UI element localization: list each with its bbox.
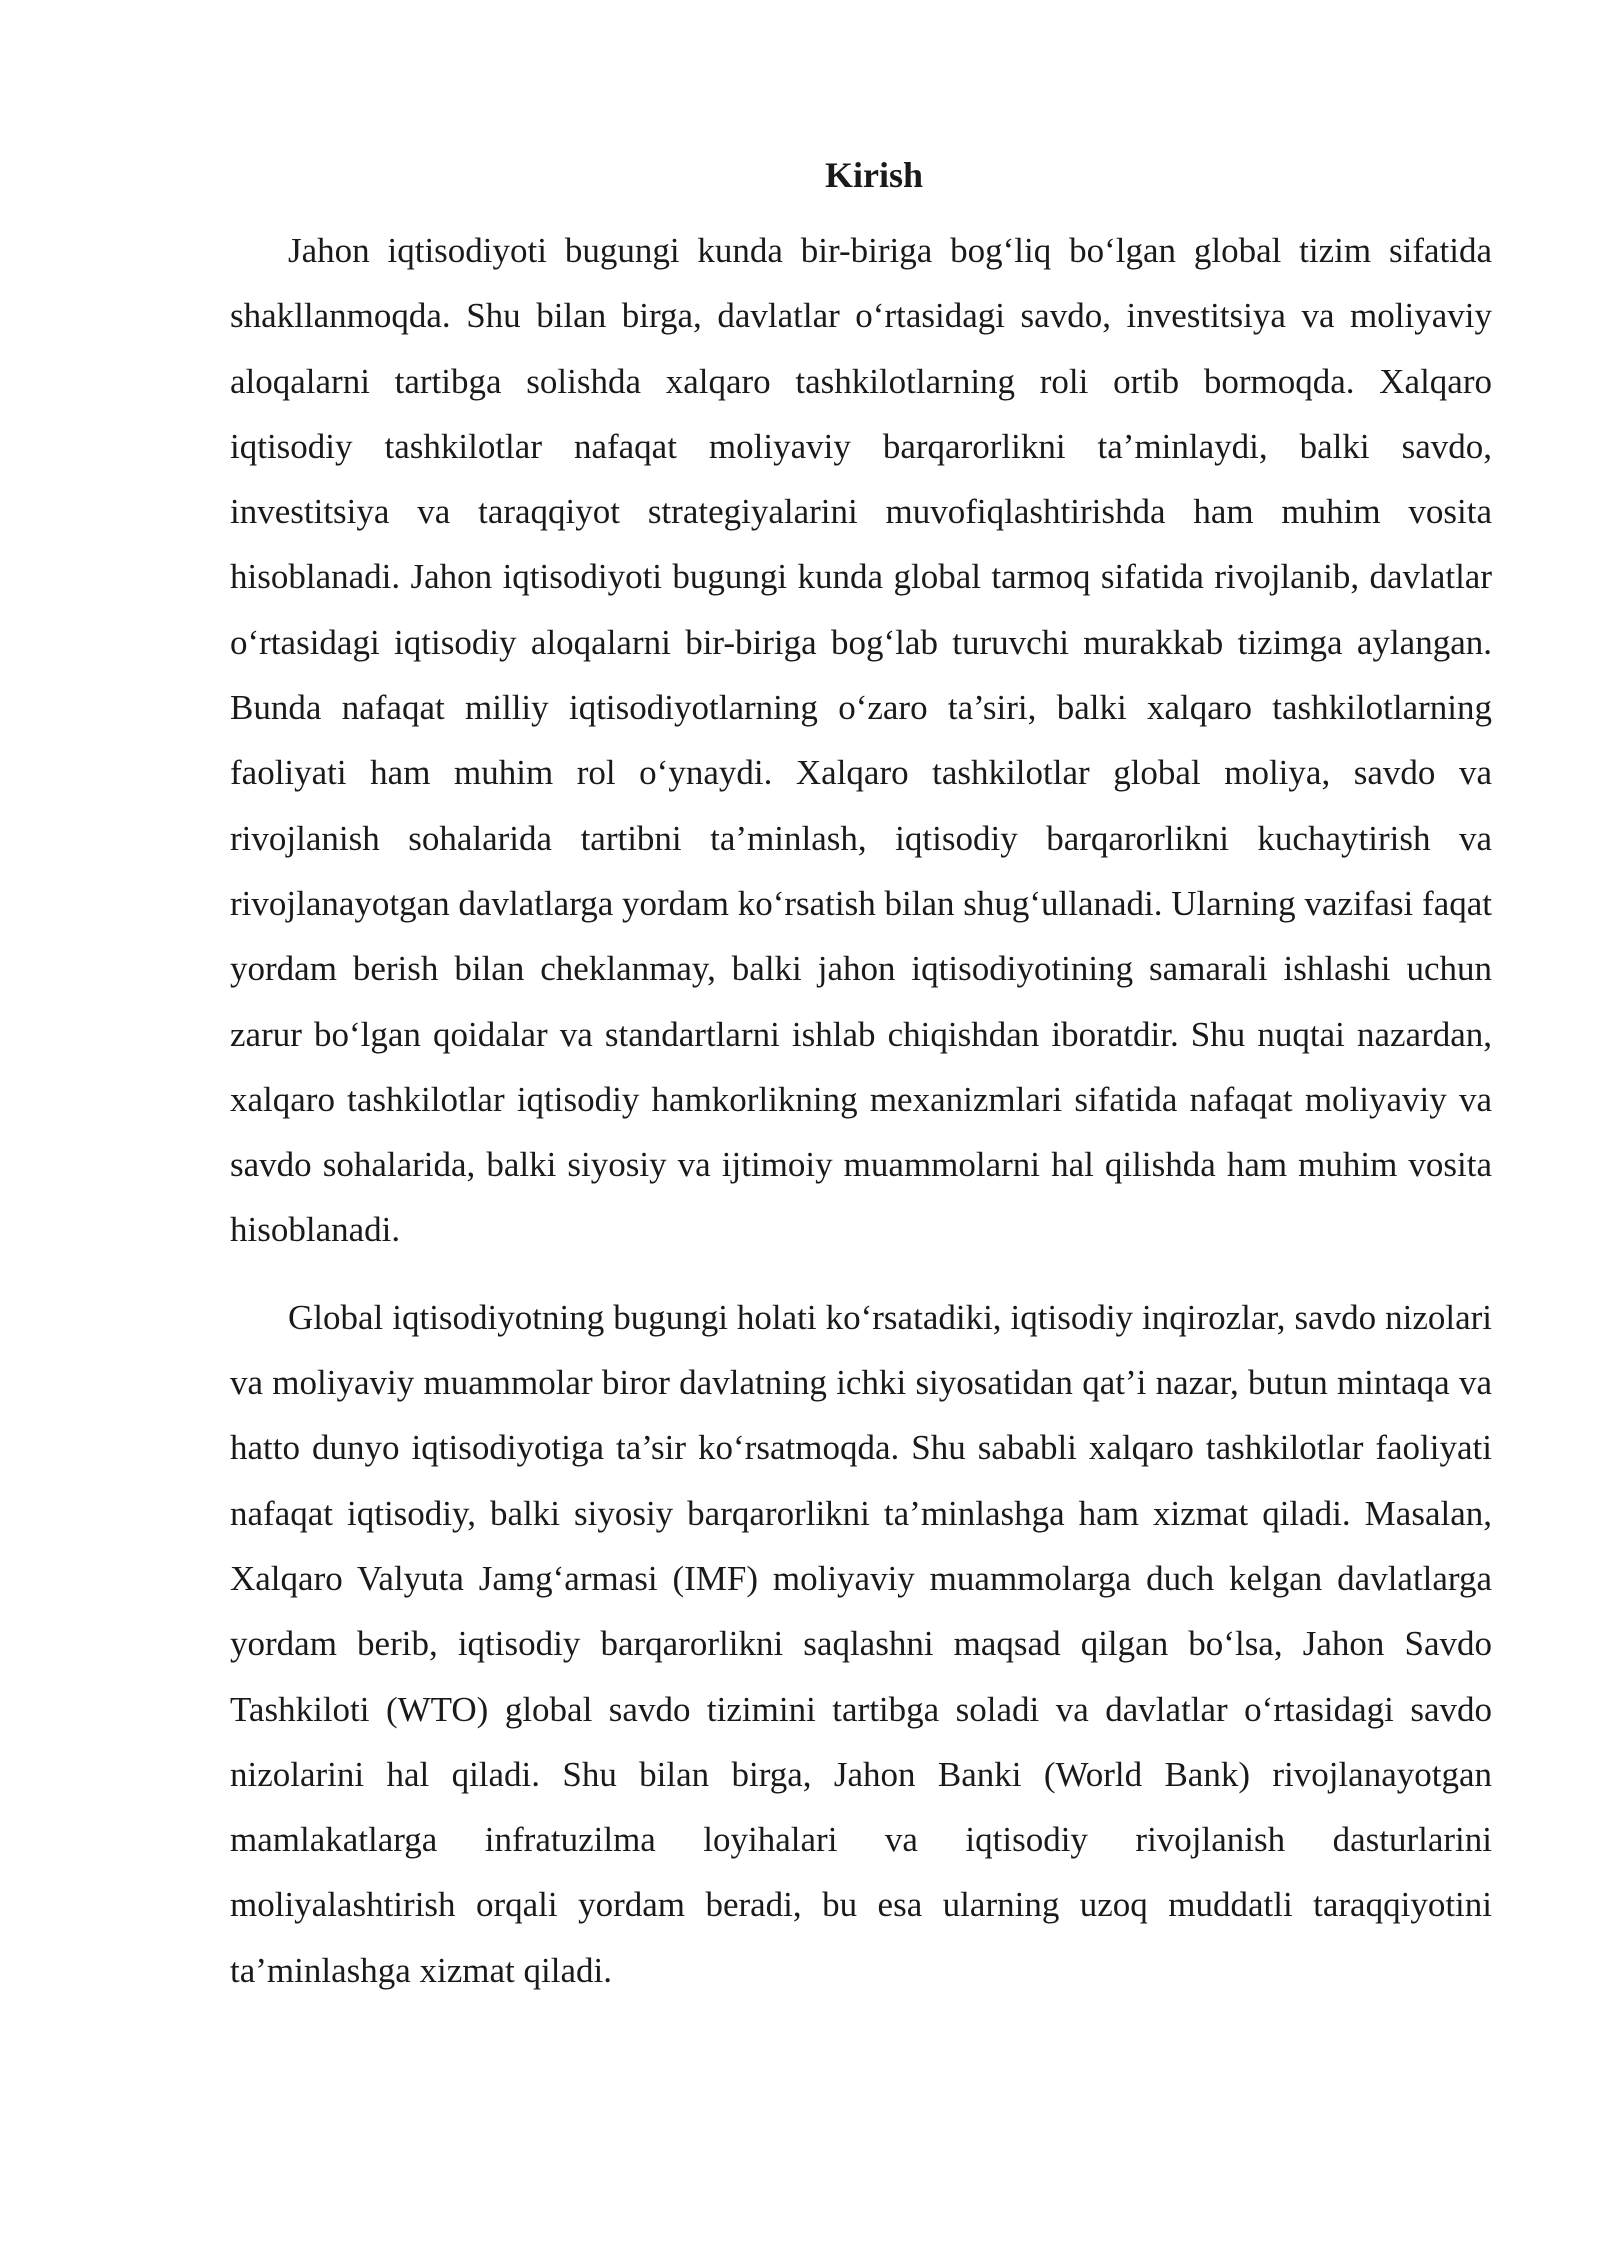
paragraph-1: Jahon iqtisodiyoti bugungi kunda bir-biriga bog‘liq bo‘lgan global tizim sifatida shakllanmoqda. Shu bilan birga, davlatlar o‘rtasidagi savdo, investitsiya va moliyaviy aloqalarni tartibga solishda xalqaro tashkilotlarning roli ortib bormoqda. Xalqaro iqtisodiy tashkilotlar nafaqat moliyaviy barqarorlikni ta’minlaydi, balki savdo, investitsiya va taraqqiyot strategiyalarini muvofiqlashtirishda ham muhim vosita hisoblanadi. Jahon iqtisodiyoti bugungi kunda global tarmoq sifatida rivojlanib, davlatlar o‘rtasidagi iqtisodiy aloqalarni bir-biriga bog‘lab turuvchi murakkab tizimga aylangan. Bunda nafaqat milliy iqtisodiyotlarning o‘zaro ta’siri, balki xalqaro tashkilotlarning faoliyati ham muhim rol o‘ynaydi. Xalqaro tashkilotlar global moliya, savdo va rivojlanish sohalarida tartibni ta’minlash, iqtisodiy barqarorlikni kuchaytirish va rivojlanayotgan davlatlarga yordam ko‘rsatish bilan shug‘ullanadi. Ularning vazifasi faqat yordam berish bilan cheklanmay, balki jahon iqtisodiyotining samarali ishlashi uchun zarur bo‘lgan qoidalar va standartlarni ishlab chiqishdan iboratdir. Shu nuqtai nazardan, xalqaro tashkilotlar iqtisodiy hamkorlikning mexanizmlari sifatida nafaqat moliyaviy va savdo sohalarida, balki siyosiy va ijtimoiy muammolarni hal qilishda ham muhim vosita hisoblanadi. xyxy=(230,231,1492,1250)
page-title: Kirish xyxy=(824,155,923,195)
paragraph-2: Global iqtisodiyotning bugungi holati ko‘rsatadiki, iqtisodiy inqirozlar, savdo nizolari va moliyaviy muammolar biror davlatning ichki siyosatidan qat’i nazar, butun mintaqa va hatto dunyo iqtisodiyotiga ta’sir ko‘rsatmoqda. Shu sababli xalqaro tashkilotlar faoliyati nafaqat iqtisodiy, balki siyosiy barqarorlikni ta’minlashga ham xizmat qiladi. Masalan, Xalqaro Valyuta Jamg‘armasi (IMF) moliyaviy muammolarga duch kelgan davlatlarga yordam berib, iqtisodiy barqarorlikni saqlashni maqsad qilgan bo‘lsa, Jahon Savdo Tashkiloti (WTO) global savdo tizimini tartibga soladi va davlatlar o‘rtasidagi savdo nizolarini hal qiladi. Shu bilan birga, Jahon Banki (World Bank) rivojlanayotgan mamlakatlarga infratuzilma loyihalari va iqtisodiy rivojlanish dasturlarini moliyalashtirish orqali yordam beradi, bu esa ularning uzoq muddatli taraqqiyotini ta’minlashga xizmat qiladi. xyxy=(230,1297,1492,1990)
document-page xyxy=(230,150,1492,2003)
